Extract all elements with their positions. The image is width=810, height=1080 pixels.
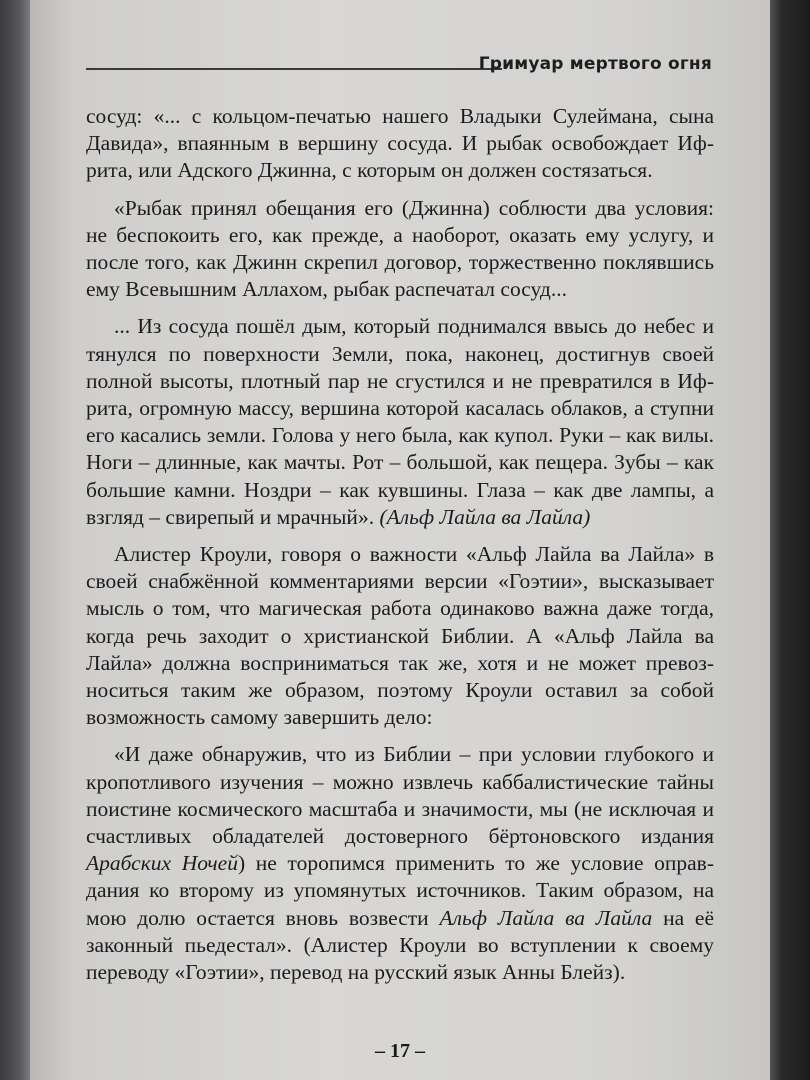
paragraph-5-part3: на её законный пьедестал». (Алистер Кроули во вступлении к своему переводу «Гоэтии», перевод на русский язык Анны Блейз). [86,905,715,985]
paragraph-3-source: (Альф Лайла ва Лайла) [379,504,591,529]
paragraph-3 [86,313,714,531]
header-rule [86,68,502,70]
paragraph-2: «Рыбак принял обещания его (Джинна) соблюсти два условия: не беспокоить его, как прежде, а наоборот, оказать ему услугу, и после того, как Джинн скрепил договор, торжественно поклявшись ему Всевышним Аллахом, рыбак распечатал сосуд... [86,195,714,302]
paragraph-5-part1: «И даже обнаружив, что из Библии – при условии глубокого и кропотливого изучения – можно извлечь каббалистические тайны поистине космического масштаба и значимости, мы (не исключая и счастливых обладателей достоверного бёртоновского издания [86,742,714,849]
paragraph-1: сосуд: «... с кольцом-печатью нашего Владыки Сулеймана, сына Давида», впаянным в вершину сосуда. И рыбак освобождает Ифрита, или Адского Джинна, с которым он должен состязаться. [86,104,714,183]
book-spine-edge [0,0,34,1080]
page-body [86,103,714,986]
paragraph-4: Алистер Кроули, говоря о важности «Альф Лайла ва Лайла» в своей снабжённой комментариями версии «Гоэтии», высказывает мысль о том, что магическая работа одинаково важна даже тогда, когда речь заходит о христианской Библии. А «Альф Лайла ва Лайла» должна восприниматься так же, хотя и не может превозноситься таким же образом, поэтому Кроули оставил за собой возможность самому завершить дело: [86,542,714,730]
paragraph-3-text: ... Из сосуда пошёл дым, который поднимался ввысь до небес и тянулся по поверхности Земли, пока, наконец, достигнув своей полной высоты, плотный пар не сгустился и не превратился в Ифрита, огромную массу, вершина которой касалась облаков, а ступни его касались земли. Голова у него была, как купол. Руки – как вилы. Ноги – длинные, как мачты. Рот – большой, как пещера. Зубы – как большие камни. Ноздри – как кувшины. Глаза – как две лампы, а взгляд – свирепый и мрачный». [86,314,714,529]
book-page [30,0,770,1080]
paragraph-5-italic2: Альф Лайла ва Лайла [439,905,653,930]
paragraph-5-part2: ) не торопимся применить то же условие оправдания ко второму из упомянутых источников. Таким образом, на мою долю остается вновь возвести [86,851,715,930]
running-header [86,52,712,76]
header-title: Гримуар мертвого огня [478,54,712,74]
paragraph-5-italic1: Арабских Ночей [86,851,238,876]
paragraph-5 [86,741,714,986]
page-number: – 17 – [375,1040,425,1062]
